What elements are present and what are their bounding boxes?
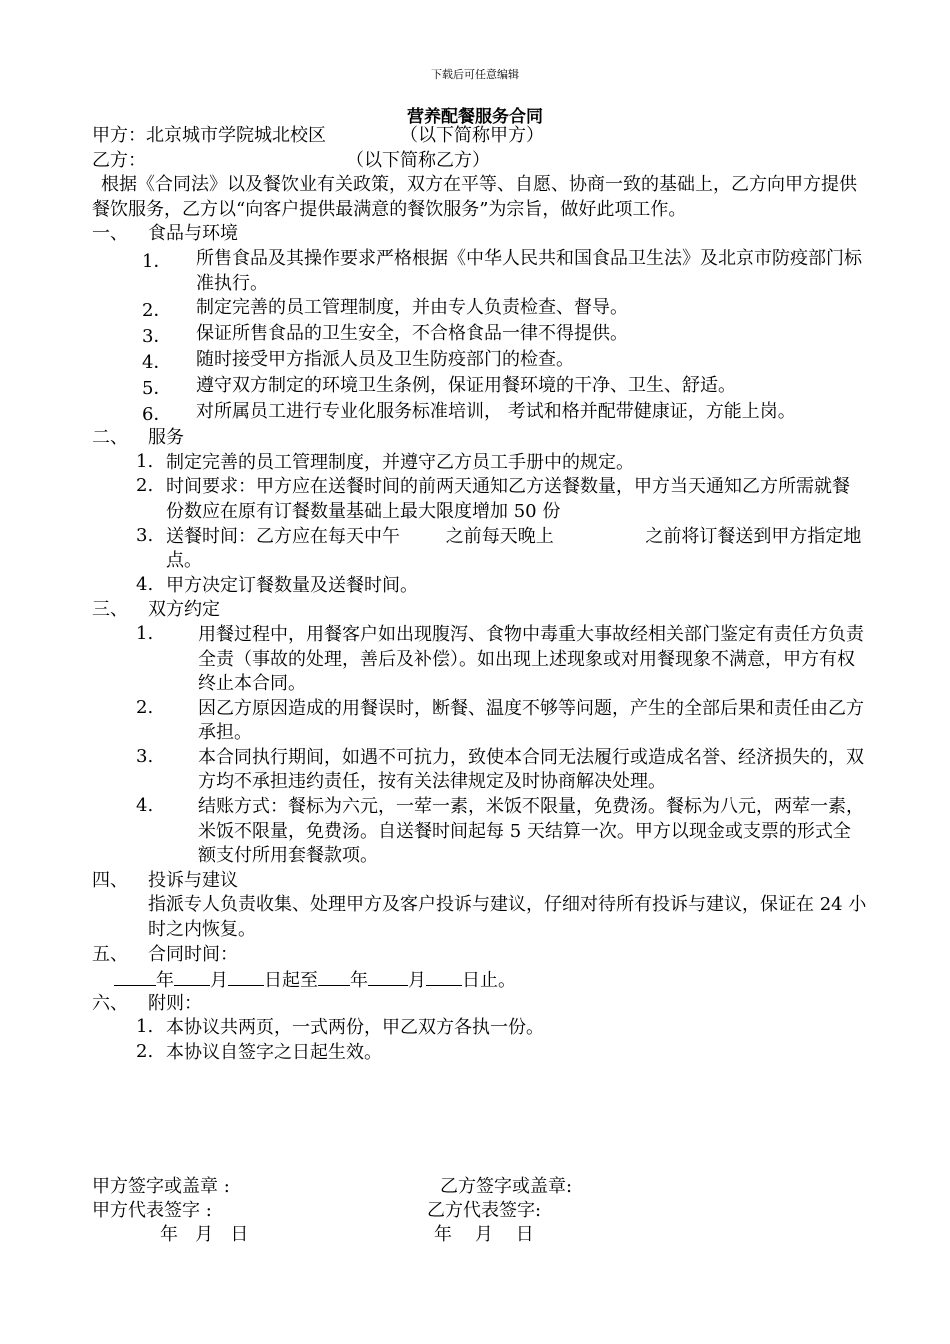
section-4-text: 指派专人负责收集、处理甲方及客户投诉与建议，仔细对待所有投诉与建议，保证在 24 小时之内恢复。 [148, 894, 867, 941]
list-item: 1. 本协议共两页，一式两份，甲乙双方各执一份。 [136, 1016, 544, 1039]
party-b-date: 年 月 日 [434, 1224, 534, 1245]
section-3-list [92, 623, 867, 869]
contract-date-line: 年 月 日起至 年 月 日止。 [92, 967, 867, 992]
party-a-rep-label: 甲方代表签字 : [92, 1200, 212, 1221]
party-b-note: （以下简称乙方） [346, 149, 490, 171]
party-b-label: 乙方： [92, 149, 146, 171]
list-item: 5． 遵守双方制定的环境卫生条例，保证用餐环境的干净、卫生、舒适。 [142, 375, 736, 400]
list-item: 3． 保证所售食品的卫生安全，不合格食品一律不得提供。 [142, 323, 628, 348]
section-heading: 三、 双方约定 [92, 599, 220, 621]
list-item: 4. 甲方决定订餐数量及送餐时间。 [136, 573, 418, 596]
section-6-list [92, 1016, 867, 1065]
list-item: 2． 制定完善的员工管理制度，并由专人负责检查、督导。 [142, 297, 628, 322]
list-item: 2. 因乙方原因造成的用餐误时，断餐、温度不够等问题，产生的全部后果和责任由乙方承担。 [136, 696, 864, 744]
intro-paragraph: 根据《合同法》以及餐饮业有关政策，双方在平等、自愿、协商一致的基础上，乙方向甲方提供餐饮服务，乙方以“向客户提供最满意的餐饮服务”为宗旨，做好此项工作。 [92, 174, 857, 220]
party-a-seal-label: 甲方签字或盖章 : [92, 1176, 230, 1197]
list-item: 4． 随时接受甲方指派人员及卫生防疫部门的检查。 [142, 349, 574, 374]
list-item: 1. 用餐过程中，用餐客户如出现腹泻、食物中毒重大事故经相关部门鉴定有责任方负责全责（事故的处理，善后及补偿）。如出现上述现象或对用餐现象不满意，甲方有权终止本合同。 [136, 622, 864, 695]
list-item: 2. 时间要求：甲方应在送餐时间的前两天通知乙方送餐数量，甲方当天通知乙方所需就餐份数应在原有订餐数量基础上最大限度增加 50 份 [136, 475, 850, 522]
section-heading: 六、 附则： [92, 992, 202, 1014]
list-item: 6． 对所属员工进行专业化服务标准培训， 考试和格并配带健康证，方能上岗。 [142, 401, 796, 426]
document-body [92, 124, 867, 1066]
list-item: 2. 本协议自签字之日起生效。 [136, 1041, 382, 1063]
section-2-list [92, 451, 867, 599]
party-b-rep-label: 乙方代表签字: [427, 1200, 542, 1221]
party-a-date: 年 月 日 [160, 1224, 249, 1245]
section-heading: 四、 投诉与建议 [92, 869, 238, 891]
party-a-label: 甲方： [92, 125, 146, 146]
list-item: 1． 所售食品及其操作要求严格根据《中华人民共和国食品卫生法》及北京市防疫部门标准执行。 [142, 247, 862, 294]
section-1-list [92, 247, 867, 426]
party-b-seal-label: 乙方签字或盖章: [440, 1176, 573, 1197]
section-heading: 一、 食品与环境 [92, 223, 238, 245]
party-a-name: 北京城市学院城北校区 [146, 125, 326, 146]
list-item: 3. 本合同执行期间，如遇不可抗力，致使本合同无法履行或造成名誉、经济损失的，双方均不承担违约责任，按有关法律规定及时协商解决处理。 [136, 745, 864, 793]
party-a-note: （以下简称甲方） [400, 125, 544, 146]
list-item: 1. 制定完善的员工管理制度，并遵守乙方员工手册中的规定。 [136, 450, 634, 473]
section-heading: 五、 合同时间： [92, 943, 238, 965]
document-title: 营养配餐服务合同 [407, 107, 543, 127]
section-heading: 二、 服务 [92, 427, 184, 449]
party-a-line [92, 124, 867, 149]
party-b-line [92, 149, 867, 174]
list-item: 3. 送餐时间：乙方应在每天中午 之前每天晚上 之前将订餐送到甲方指定地点。 [136, 524, 862, 572]
page-header: 下载后可任意编辑 [431, 68, 519, 81]
list-item: 4. 结账方式：餐标为六元，一荤一素，米饭不限量，免费汤。餐标为八元，两荤一素，米饭不限量，免费汤。自送餐时间起每 5 天结算一次。甲方以现金或支票的形式全额支付所用套餐款项。 [136, 795, 864, 867]
